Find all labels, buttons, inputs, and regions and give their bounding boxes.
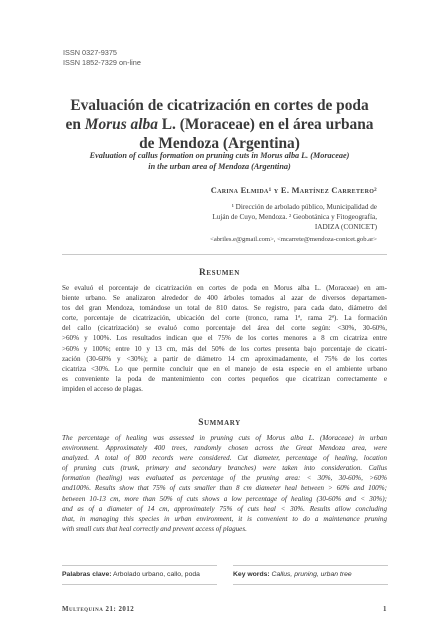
- keywords-english-value: Callus, pruning, urban tree: [269, 571, 352, 578]
- title-line-3: de Mendoza (Argentina): [139, 135, 300, 152]
- keywords-divider-left: [62, 565, 217, 566]
- summary-line: that, in managing this species in urban environment, it is convenient to do a maintenance pruning: [62, 514, 387, 523]
- resumen-line: es conveniente la poda de mantenimiento con cortes pequeños que cicatrizan correctamente e: [62, 374, 387, 383]
- resumen-line: >60% y 100%. Los resultados indican que el 75% de los cortes menores a 8 cm cicatriza entre: [62, 334, 387, 343]
- title-line-2: en Morus alba L. (Moraceae) en el área urbana: [65, 116, 374, 133]
- english-title: [50, 151, 389, 172]
- summary-heading: Summary: [198, 418, 241, 428]
- summary-line: analyzed. A total of 800 records were considered. Cut diameter, percentage of healing, location: [62, 454, 387, 463]
- subtitle-line-1: Evaluation of callus formation on pruning cuts in Morus alba L. (Moraceae): [89, 151, 350, 160]
- summary-line: and100%. Results show that 75% of cuts smaller than 8 cm diameter heal between > 60% and 100%;: [62, 484, 387, 493]
- resumen-line: impiden el acceso de plagas.: [62, 384, 143, 393]
- author-emails: <abriles.e@gmail.com>, <mcarrete@mendoza-conicet.gob.ar>: [210, 236, 377, 243]
- page-number: 1: [383, 606, 387, 613]
- authors: Carina Elmida¹ y E. Martínez Carretero²: [210, 186, 377, 195]
- keywords-divider-bottom-right: [233, 584, 388, 585]
- summary-line: of pruning cuts (trunk, primary and secondary branches) were taken into consideration. Callus: [62, 464, 387, 473]
- summary-line: formation (healing) was evaluated as percentage of the pruning area: < 30%, 30-60%, >60%: [62, 474, 387, 483]
- subtitle-line-2: in the urban area of Mendoza (Argentina): [148, 161, 291, 171]
- divider-top: [62, 254, 387, 255]
- title-line-1: Evaluación de cicatrización en cortes de poda: [70, 97, 369, 114]
- resumen-line: corte, porcentaje de cicatrización, ubicación del corte (tronco, rama 1ª, rama 2ª). La formación: [62, 314, 387, 323]
- affiliation-line-3: IADIZA (CONICET): [314, 223, 377, 231]
- resumen-line: >60% y 100%; entre 10 y 13 cm, más del 50% de los cortes presenta bajo porcentaje de cicatri-: [62, 344, 387, 353]
- resumen-line: tos del gran Mendoza, tomándose un total de 810 datos. Se registro, para cada dato, diámetro del: [62, 304, 387, 313]
- summary-line: between 10-13 cm, more than 50% of cuts shows a low percentage of healing (30-60% and < 30%);: [62, 494, 387, 503]
- keywords-spanish-label: Palabras clave:: [62, 571, 112, 578]
- affiliation-line-1: ¹ Dirección de arbolado público, Municipalidad de: [231, 203, 377, 211]
- affiliation-line-2: Luján de Cuyo, Mendoza. ² Geobotánica y Fitogeografía,: [212, 213, 377, 221]
- keywords-divider-bottom-left: [62, 584, 217, 585]
- resumen-heading: Resumen: [199, 268, 240, 278]
- resumen-line: del callo (cicatrización) se evaluó como porcentaje del área del corte según: <30%, 30-60%,: [62, 324, 387, 333]
- resumen-line: biente urbano. Se analizaron alrededor de 400 árboles tomados al azar de diversos departamen-: [62, 294, 387, 303]
- summary-line: with small cuts that heal correctly and prevent access of plagues.: [62, 524, 247, 533]
- resumen-line: Se evaluó el porcentaje de cicatrización en cortes de poda en Morus alba L. (Moraceae) en am-: [62, 284, 387, 292]
- keywords-spanish-value: Arbolado urbano, callo, poda: [111, 571, 200, 578]
- page-title: [40, 96, 399, 153]
- issn-online: ISSN 1852-7329 on-line: [63, 58, 141, 67]
- keywords-english: [233, 571, 352, 578]
- keywords-english-label: Key words:: [233, 571, 270, 578]
- summary-line: environment. Approximately 400 trees, randomly chosen across the Great Mendoza area, were: [62, 444, 387, 453]
- keywords-spanish: [62, 571, 200, 578]
- summary-line: and as of a diameter of 14 cm, approximately 75% of cuts heal < 30%. Results allow concluding: [62, 504, 387, 513]
- resumen-body: [62, 283, 387, 394]
- species-name: Morus alba: [84, 116, 158, 133]
- summary-line: The percentage of healing was assessed in pruning cuts of Morus alba L. (Moraceae) in urban: [62, 434, 387, 442]
- issn-print: ISSN 0327-9375: [63, 48, 117, 57]
- summary-body: [62, 433, 387, 534]
- journal-footer: Multequina 21: 2012: [62, 606, 135, 613]
- resumen-line: zación (30-60% y <30%); a partir de diámetro 14 cm aproximadamente, el 75% de los cortes: [62, 354, 387, 363]
- resumen-line: cicatriza <30%. Lo que permite concluir que en el manejo de esta especie en el ambiente urbano: [62, 364, 387, 373]
- keywords-divider-right: [233, 565, 388, 566]
